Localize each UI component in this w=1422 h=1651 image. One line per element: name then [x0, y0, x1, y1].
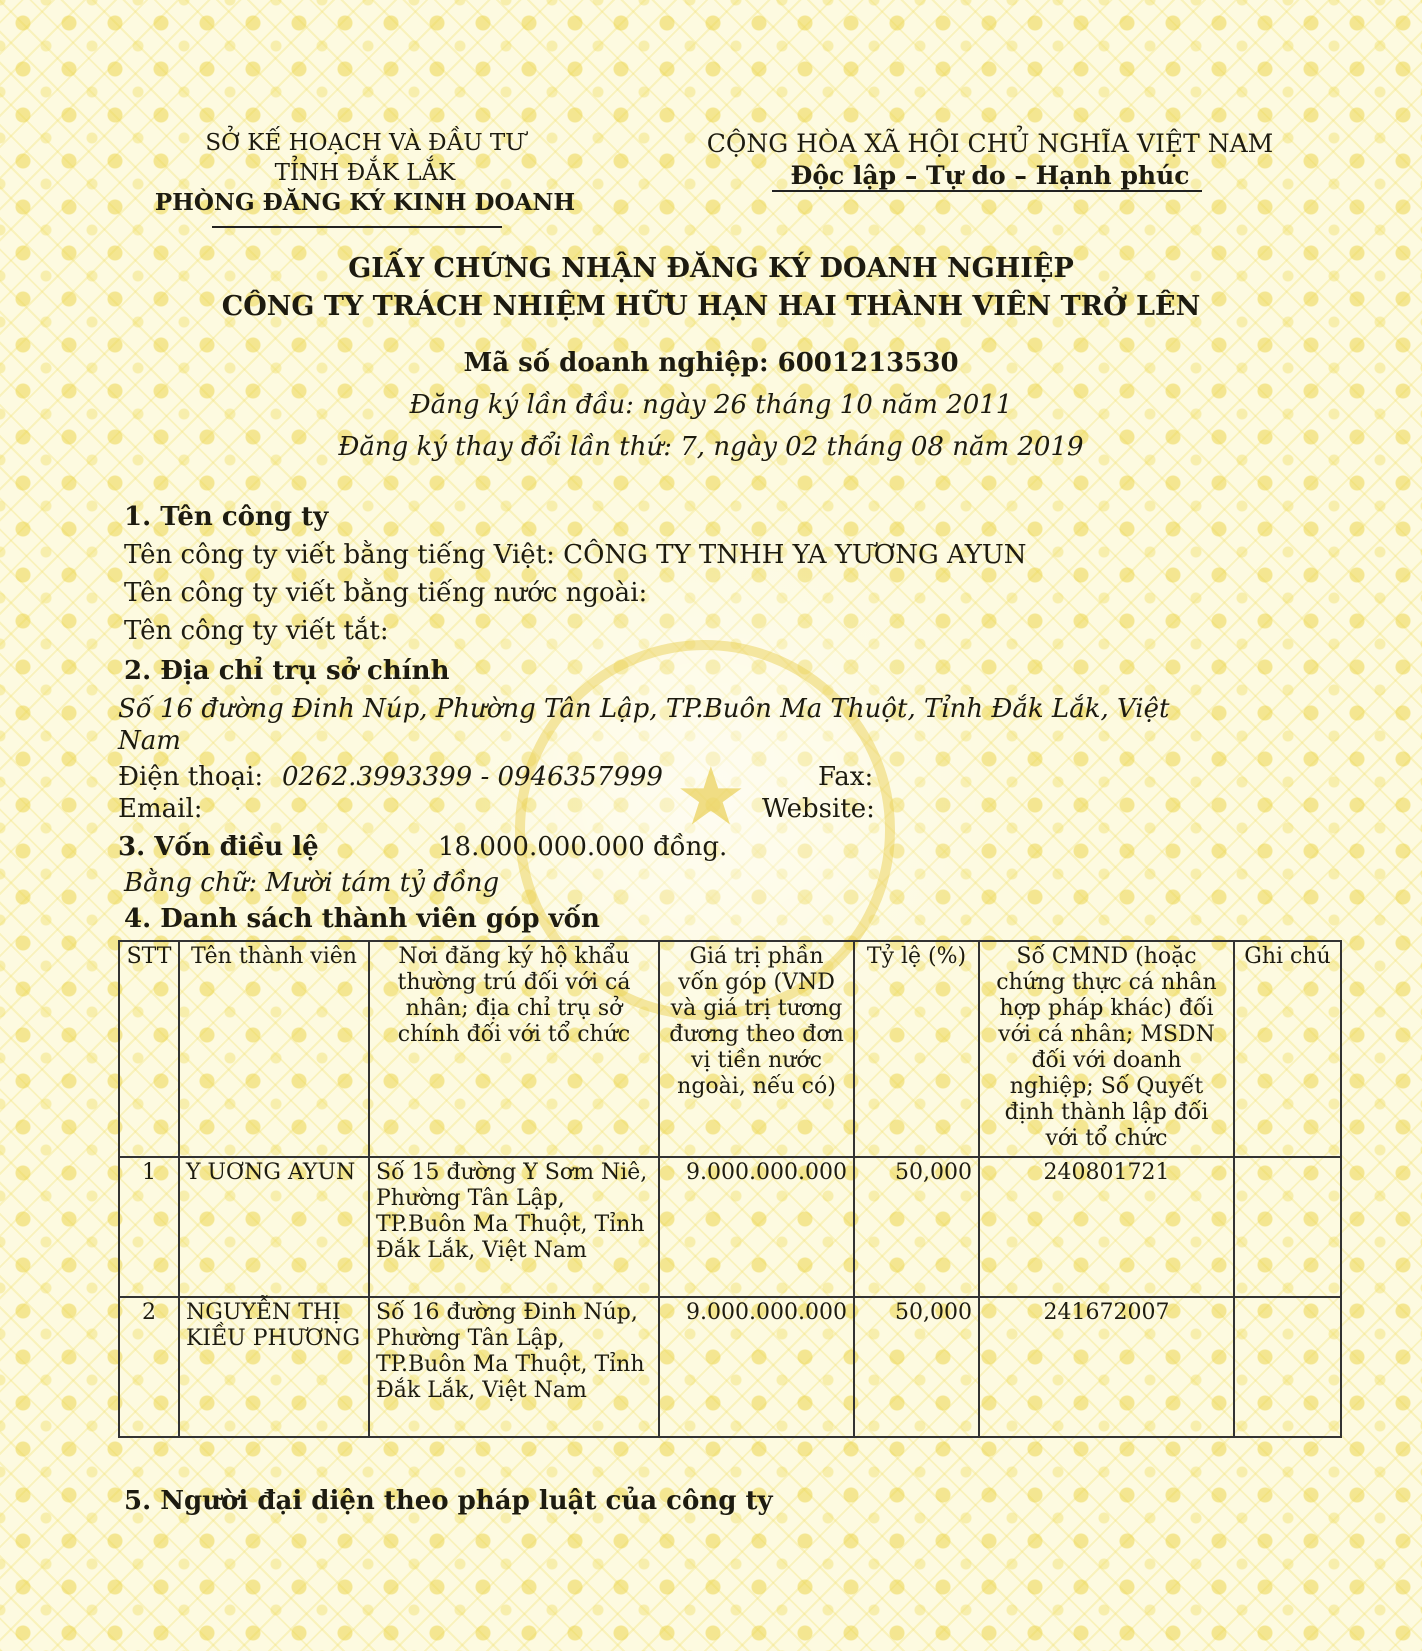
- phone-value: 0262.3993399 - 0946357999: [282, 762, 663, 792]
- members-table: [118, 940, 1342, 1438]
- motto: Độc lập – Tự do – Hạnh phúc: [790, 161, 1190, 190]
- first-registration: Đăng ký lần đầu: ngày 26 tháng 10 năm 2011: [409, 390, 1013, 420]
- table-row: [119, 1157, 1341, 1297]
- email-label: Email:: [118, 794, 203, 824]
- address-line-2: Nam: [118, 726, 181, 756]
- issuing-authority: [140, 128, 590, 218]
- charter-capital-amount: 18.000.000.000 đồng.: [438, 832, 728, 862]
- star-icon: ★: [675, 750, 747, 843]
- company-name-short: Tên công ty viết tắt:: [124, 616, 389, 646]
- document-title: [0, 250, 1422, 326]
- row-note: [1234, 1297, 1341, 1437]
- national-motto: [670, 128, 1310, 192]
- row-address: Số 16 đường Đinh Núp, Phường Tân Lập, TP.Buôn Ma Thuột, Tỉnh Đắk Lắk, Việt Nam: [369, 1297, 659, 1437]
- column-header-stt: STT: [119, 941, 179, 1157]
- company-name-foreign: Tên công ty viết bằng tiếng nước ngoài:: [124, 578, 648, 608]
- fax-label: Fax:: [818, 762, 874, 792]
- section-4-heading: 4. Danh sách thành viên góp vốn: [124, 904, 600, 934]
- authority-line-1: SỞ KẾ HOẠCH VÀ ĐẦU TƯ: [205, 130, 525, 156]
- row-member-name: Y UƠNG AYUN: [179, 1157, 369, 1297]
- column-header-note: Ghi chú: [1234, 941, 1341, 1157]
- authority-underline: [212, 226, 502, 228]
- section-5-heading: 5. Người đại diện theo pháp luật của công ty: [124, 1486, 773, 1516]
- row-address: Số 15 đường Y Sơm Niê, Phường Tân Lập, TP.Buôn Ma Thuột, Tỉnh Đắk Lắk, Việt Nam: [369, 1157, 659, 1297]
- row-id-number: 241672007: [979, 1297, 1234, 1437]
- row-stt: 1: [119, 1157, 179, 1297]
- row-ratio: 50,000: [854, 1297, 979, 1437]
- column-header-capital: Giá trị phần vốn góp (VND và giá trị tương đương theo đơn vị tiền nước ngoài, nếu có): [659, 941, 854, 1157]
- row-ratio: 50,000: [854, 1157, 979, 1297]
- table-row: [119, 1297, 1341, 1437]
- section-2-heading: 2. Địa chỉ trụ sở chính: [124, 656, 450, 686]
- authority-line-2: TỈNH ĐẮK LẮK: [274, 160, 456, 186]
- row-member-name: NGUYỄN THỊ KIỀU PHƯƠNG: [179, 1297, 369, 1437]
- authority-line-3: PHÒNG ĐĂNG KÝ KINH DOANH: [154, 189, 576, 216]
- row-capital: 9.000.000.000: [659, 1157, 854, 1297]
- phone-label: Điện thoại:: [118, 762, 264, 792]
- column-header-id-number: Số CMND (hoặc chứng thực cá nhân hợp pháp khác) đối với cá nhân; MSDN đối với doanh nghiệp; Số Quyết định thành lập đối với tổ chức: [979, 941, 1234, 1157]
- row-capital: 9.000.000.000: [659, 1297, 854, 1437]
- company-name-vietnamese: Tên công ty viết bằng tiếng Việt: CÔNG TY TNHH YA YƯƠNG AYUN: [124, 540, 1027, 570]
- enterprise-code: Mã số doanh nghiệp: 6001213530: [463, 348, 959, 378]
- motto-underline: [772, 190, 1202, 192]
- section-3-heading: 3. Vốn điều lệ: [118, 832, 319, 862]
- column-header-address: Nơi đăng ký hộ khẩu thường trú đối với cá nhân; địa chỉ trụ sở chính đối với tổ chức: [369, 941, 659, 1157]
- country-name: CỘNG HÒA XÃ HỘI CHỦ NGHĨA VIỆT NAM: [706, 129, 1274, 158]
- change-registration: Đăng ký thay đổi lần thứ: 7, ngày 02 tháng 08 năm 2019: [338, 432, 1084, 462]
- title-line-2: CÔNG TY TRÁCH NHIỆM HỮU HẠN HAI THÀNH VIÊN TRỞ LÊN: [221, 291, 1201, 322]
- column-header-member-name: Tên thành viên: [179, 941, 369, 1157]
- address-line-1: Số 16 đường Đinh Núp, Phường Tân Lập, TP.Buôn Ma Thuột, Tỉnh Đắk Lắk, Việt: [118, 694, 1170, 724]
- column-header-ratio: Tỷ lệ (%): [854, 941, 979, 1157]
- title-line-1: GIẤY CHỨNG NHẬN ĐĂNG KÝ DOANH NGHIỆP: [348, 253, 1074, 284]
- website-label: Website:: [762, 794, 875, 824]
- row-stt: 2: [119, 1297, 179, 1437]
- row-id-number: 240801721: [979, 1157, 1234, 1297]
- table-header-row: [119, 941, 1341, 1157]
- section-1-heading: 1. Tên công ty: [124, 502, 329, 532]
- charter-capital-in-words: Bằng chữ: Mười tám tỷ đồng: [124, 868, 500, 898]
- row-note: [1234, 1157, 1341, 1297]
